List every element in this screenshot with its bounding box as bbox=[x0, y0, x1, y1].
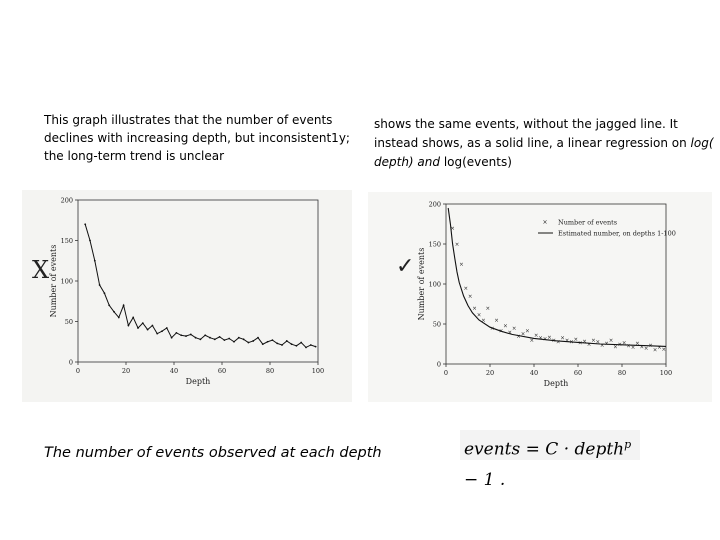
legend-marker-points: × bbox=[542, 219, 548, 226]
right-regression-chart bbox=[368, 192, 712, 402]
events-point bbox=[252, 340, 254, 342]
events-point bbox=[195, 337, 197, 339]
events-point bbox=[84, 223, 86, 225]
events-point: × bbox=[555, 339, 561, 346]
y-tick-label: 50 bbox=[64, 318, 73, 326]
events-point bbox=[233, 341, 235, 343]
events-series-line bbox=[85, 224, 315, 347]
events-point: × bbox=[485, 306, 491, 312]
events-point bbox=[200, 338, 202, 340]
events-point bbox=[204, 334, 206, 336]
events-point bbox=[108, 304, 110, 306]
events-point bbox=[128, 325, 130, 327]
y-tick-label: 0 bbox=[436, 360, 441, 369]
events-point: × bbox=[560, 335, 565, 342]
x-axis-label: Depth bbox=[185, 377, 211, 386]
events-point bbox=[257, 337, 259, 339]
events-point bbox=[171, 337, 173, 339]
x-tick-label: 20 bbox=[121, 367, 131, 375]
y-tick-label: 100 bbox=[428, 280, 441, 289]
events-point bbox=[219, 336, 221, 338]
right-description-log-events: log(events) bbox=[440, 155, 512, 169]
events-point: × bbox=[564, 338, 570, 344]
events-point bbox=[132, 317, 134, 319]
events-point bbox=[276, 342, 278, 344]
y-tick-label: 150 bbox=[60, 237, 73, 245]
y-tick-label: 50 bbox=[432, 320, 441, 329]
events-point: × bbox=[595, 339, 601, 346]
events-point: × bbox=[599, 342, 605, 349]
events-point bbox=[137, 327, 139, 329]
y-axis-label: Number of events bbox=[49, 244, 58, 318]
left-description: This graph illustrates that the number of events declines with increasing depth, but inconsistent1y; the long-term trend is unclear bbox=[44, 113, 350, 163]
x-tick-label: 0 bbox=[443, 369, 449, 377]
y-tick-label: 100 bbox=[60, 277, 73, 286]
x-tick-label: 80 bbox=[617, 369, 627, 377]
y-tick-label: 200 bbox=[428, 200, 441, 209]
events-point: × bbox=[652, 347, 658, 354]
right-chart-scan bbox=[368, 192, 712, 402]
events-point: × bbox=[577, 340, 583, 347]
y-tick-label: 200 bbox=[60, 196, 73, 205]
events-point: × bbox=[630, 345, 636, 352]
events-point: × bbox=[547, 334, 552, 341]
events-point bbox=[286, 340, 288, 342]
events-point: × bbox=[450, 226, 455, 232]
events-point: × bbox=[533, 333, 539, 340]
events-point: × bbox=[481, 318, 486, 324]
events-point bbox=[166, 327, 168, 329]
events-point bbox=[156, 333, 158, 335]
events-point bbox=[272, 339, 274, 341]
events-point bbox=[89, 240, 91, 242]
right-description-log-depth: log( depth) and bbox=[374, 136, 714, 169]
formula-rhs: = C · depth bbox=[525, 439, 625, 460]
events-point bbox=[243, 338, 245, 340]
events-point bbox=[305, 347, 307, 349]
x-tick-label: 40 bbox=[169, 367, 179, 375]
events-point: × bbox=[507, 330, 513, 336]
events-point: × bbox=[648, 342, 653, 349]
events-point: × bbox=[467, 294, 473, 300]
events-point bbox=[214, 338, 216, 340]
events-point: × bbox=[591, 338, 596, 344]
events-point: × bbox=[551, 338, 557, 344]
events-point: × bbox=[617, 342, 623, 348]
x-tick-label: 60 bbox=[573, 369, 583, 377]
events-point: × bbox=[661, 346, 667, 353]
events-point: × bbox=[604, 341, 609, 348]
events-point bbox=[209, 337, 211, 339]
events-point bbox=[99, 284, 101, 286]
formula-lhs: events bbox=[464, 439, 521, 460]
events-point bbox=[262, 343, 264, 345]
events-point: × bbox=[542, 336, 548, 343]
x-tick-label: 80 bbox=[265, 367, 275, 375]
events-point bbox=[94, 260, 96, 262]
power-law-formula bbox=[460, 430, 640, 490]
events-point: × bbox=[454, 242, 460, 248]
left-chart-scan bbox=[22, 190, 352, 402]
x-mark-icon: X bbox=[32, 256, 50, 284]
events-point: × bbox=[498, 328, 504, 335]
events-point bbox=[291, 343, 293, 345]
events-point bbox=[300, 342, 302, 344]
events-point: × bbox=[608, 338, 614, 344]
right-description bbox=[374, 115, 714, 172]
events-point: × bbox=[476, 312, 482, 319]
events-point bbox=[281, 344, 283, 346]
chart-caption: The number of events observed at each depth bbox=[44, 445, 382, 461]
events-point: × bbox=[529, 338, 535, 344]
events-point: × bbox=[516, 334, 521, 340]
events-point: × bbox=[520, 331, 526, 338]
events-point bbox=[147, 329, 149, 331]
x-axis-label: Depth bbox=[543, 379, 569, 388]
events-point bbox=[248, 342, 250, 344]
events-point: × bbox=[621, 340, 627, 347]
formula-suffix: − 1 . bbox=[464, 469, 506, 490]
right-description-main: shows the same events, without the jagged line. It instead shows, as a solid line, a linear regression on bbox=[374, 117, 691, 150]
events-point: × bbox=[582, 338, 587, 345]
events-point bbox=[118, 317, 120, 319]
events-point: × bbox=[613, 344, 618, 351]
events-point: × bbox=[494, 318, 499, 324]
events-point bbox=[180, 334, 182, 336]
y-tick-label: 150 bbox=[428, 240, 441, 249]
events-point bbox=[315, 346, 317, 348]
y-axis-label: Number of events bbox=[417, 247, 426, 321]
events-point: × bbox=[626, 343, 631, 350]
events-point bbox=[123, 304, 125, 306]
legend-label-line: Estimated number, on depths 1-100 bbox=[558, 229, 676, 238]
events-point: × bbox=[511, 326, 517, 332]
events-point: × bbox=[463, 286, 469, 292]
check-mark-icon: ✓ bbox=[396, 254, 415, 279]
events-point: × bbox=[569, 339, 574, 346]
legend-label-points: Number of events bbox=[558, 218, 618, 227]
events-point: × bbox=[639, 344, 645, 351]
events-point: × bbox=[489, 326, 495, 332]
events-point bbox=[310, 344, 312, 346]
x-tick-label: 0 bbox=[75, 367, 81, 375]
events-point bbox=[113, 311, 115, 313]
events-point: × bbox=[472, 306, 477, 312]
x-tick-label: 40 bbox=[529, 369, 539, 377]
events-point bbox=[267, 341, 269, 343]
events-point bbox=[296, 345, 298, 347]
x-tick-label: 60 bbox=[217, 367, 227, 375]
events-point: × bbox=[459, 262, 464, 268]
events-point bbox=[224, 339, 226, 341]
plot-frame bbox=[78, 200, 318, 362]
events-point: × bbox=[573, 337, 579, 344]
y-tick-label: 0 bbox=[68, 358, 73, 367]
events-point: × bbox=[503, 323, 508, 330]
events-point bbox=[238, 337, 240, 339]
events-point: × bbox=[525, 328, 530, 335]
events-point bbox=[176, 332, 178, 334]
events-point bbox=[161, 330, 163, 332]
events-point: × bbox=[643, 346, 649, 352]
events-point: × bbox=[657, 345, 662, 352]
x-tick-label: 20 bbox=[485, 369, 495, 377]
left-events-chart bbox=[22, 190, 352, 402]
events-point bbox=[142, 322, 144, 324]
events-point bbox=[104, 292, 106, 294]
events-point: × bbox=[538, 335, 543, 342]
events-point bbox=[185, 335, 187, 337]
formula-exponent: p bbox=[624, 438, 632, 451]
x-tick-label: 100 bbox=[311, 367, 325, 375]
events-point: × bbox=[586, 342, 592, 348]
events-point bbox=[190, 334, 192, 336]
events-point bbox=[228, 338, 230, 340]
events-point: × bbox=[635, 341, 640, 348]
events-point bbox=[152, 325, 154, 327]
x-tick-label: 100 bbox=[659, 369, 673, 377]
